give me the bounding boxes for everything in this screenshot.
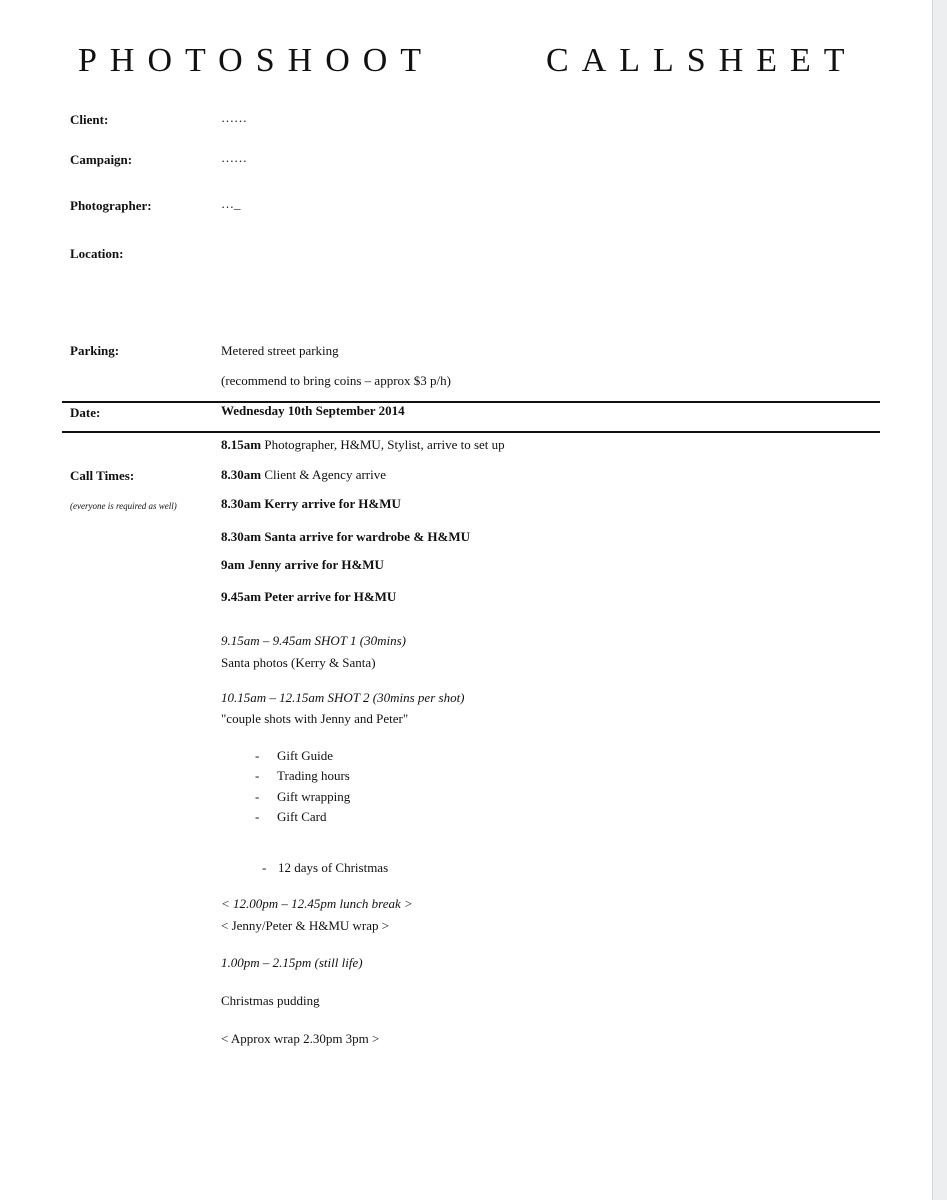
call-time-item: 8.30am Client & Agency arrive (221, 467, 387, 482)
page-title (78, 42, 858, 86)
campaign-value: …… (221, 150, 247, 165)
list-item: - Trading hours (255, 768, 350, 783)
still-life-time: 1.00pm – 2.15pm (still life) (221, 955, 363, 970)
final-wrap: < Approx wrap 2.30pm 3pm > (221, 1031, 380, 1046)
shot2-desc: "couple shots with Jenny and Peter" (221, 711, 409, 726)
wrap-note: < Jenny/Peter & H&MU wrap > (221, 918, 390, 933)
call-time-item: 9.45am Peter arrive for H&MU (221, 589, 397, 604)
parking-line-1: Metered street parking (221, 343, 339, 358)
title-photoshoot: PHOTOSHOOT (78, 42, 435, 79)
still-life-desc: Christmas pudding (221, 993, 320, 1008)
divider-top (62, 401, 880, 403)
date-value: Wednesday 10th September 2014 (221, 403, 405, 418)
photographer-label: Photographer: (70, 198, 152, 213)
list-item: - Gift wrapping (255, 789, 351, 804)
location-label: Location: (70, 246, 124, 261)
list-item: - Gift Card (255, 809, 327, 824)
call-times-note: (everyone is required as well) (70, 501, 177, 511)
parking-label: Parking: (70, 343, 120, 358)
date-label: Date: (70, 405, 101, 420)
shot1-desc: Santa photos (Kerry & Santa) (221, 655, 376, 670)
parking-line-2: (recommend to bring coins – approx $3 p/h) (221, 373, 451, 388)
list-item: - 12 days of Christmas (262, 860, 389, 875)
shot2-time: 10.15am – 12.15am SHOT 2 (30mins per shot) (221, 690, 465, 705)
divider-bottom (62, 431, 880, 433)
window-edge (932, 0, 947, 1200)
call-time-item: 8.30am Kerry arrive for H&MU (221, 496, 401, 511)
call-time-item: 8.30am Santa arrive for wardrobe & H&MU (221, 529, 471, 544)
lunch-break: < 12.00pm – 12.45pm lunch break > (221, 896, 413, 911)
campaign-label: Campaign: (70, 152, 133, 167)
client-label: Client: (70, 112, 109, 127)
shot1-time: 9.15am – 9.45am SHOT 1 (30mins) (221, 633, 407, 648)
title-callsheet: CALLSHEET (546, 42, 858, 79)
call-time-item: 9am Jenny arrive for H&MU (221, 557, 384, 572)
client-value: …… (221, 110, 247, 125)
photographer-value: …_ (221, 196, 241, 211)
call-time-item: 8.15am Photographer, H&MU, Stylist, arrive to set up (221, 437, 505, 452)
list-item: - Gift Guide (255, 748, 333, 763)
call-times-label: Call Times: (70, 468, 135, 483)
